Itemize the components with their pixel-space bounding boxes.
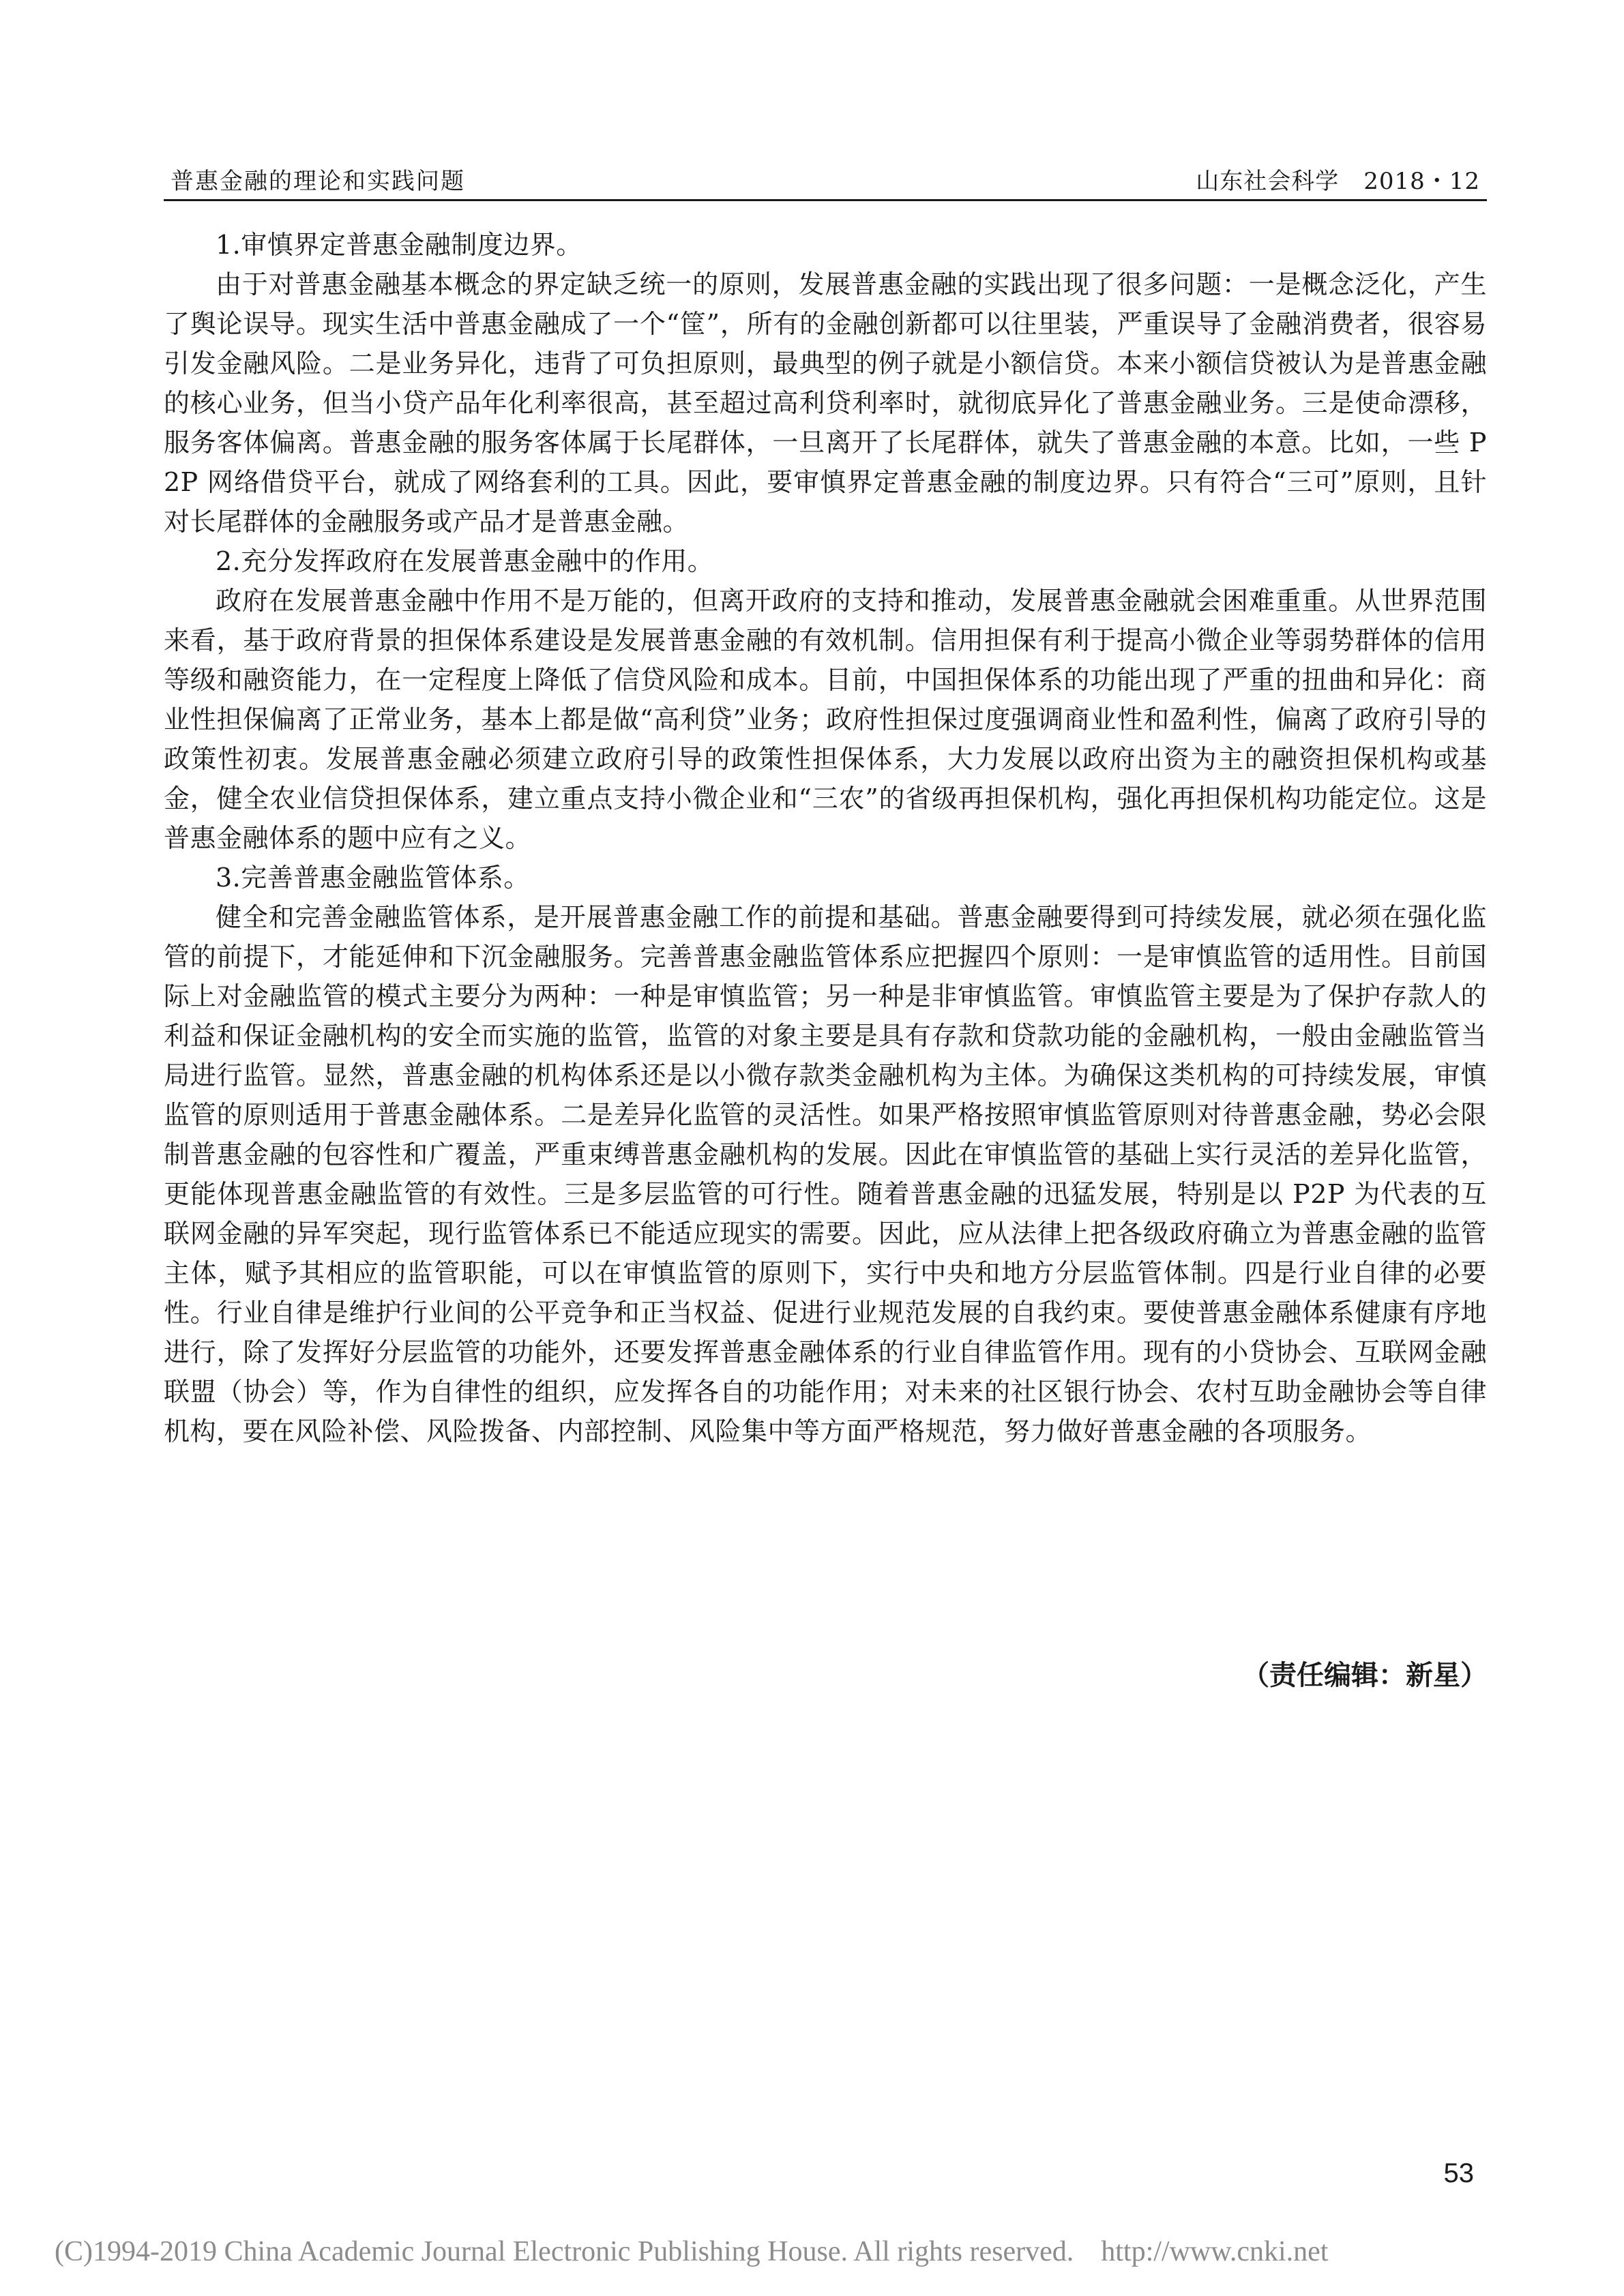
page-number: 53 <box>1443 2158 1474 2188</box>
header-article-title: 普惠金融的理论和实践问题 <box>171 168 465 195</box>
cnki-url: http://www.cnki.net <box>1101 2236 1329 2267</box>
paragraph-1: 由于对普惠金融基本概念的界定缺乏统一的原则，发展普惠金融的实践出现了很多问题：一是概念泛化，产生了舆论误导。现实生活中普惠金融成了一个“筐”，所有的金融创新都可以往里装，严重误导了金融消费者，很容易引发金融风险。二是业务异化，违背了可负担原则，最典型的例子就是小额信贷。本来小额信贷被认为是普惠金融的核心业务，但当小贷产品年化利率很高，甚至超过高利贷利率时，就彻底异化了普惠金融业务。三是使命漂移，服务客体偏离。普惠金融的服务客体属于长尾群体，一旦离开了长尾群体，就失了普惠金融的本意。比如，一些 P2P 网络借贷平台，就成了网络套利的工具。因此，要审慎界定普惠金融的制度边界。只有符合“三可”原则，且针对长尾群体的金融服务或产品才是普惠金融。 <box>164 269 1487 537</box>
running-header <box>164 154 1487 201</box>
copyright-text: (C)1994-2019 China Academic Journal Electronic Publishing House. All rights reserved. <box>55 2236 1074 2267</box>
section-heading-2: 2.充分发挥政府在发展普惠金融中的作用。 <box>216 546 714 576</box>
paragraph-3: 健全和完善金融监管体系，是开展普惠金融工作的前提和基础。普惠金融要得到可持续发展，就必须在强化监管的前提下，才能延伸和下沉金融服务。完善普惠金融监管体系应把握四个原则：一是审慎监管的适用性。目前国际上对金融监管的模式主要分为两种：一种是审慎监管；另一种是非审慎监管。审慎监管主要是为了保护存款人的利益和保证金融机构的安全而实施的监管，监管的对象主要是具有存款和贷款功能的金融机构，一般由金融监管当局进行监管。显然，普惠金融的机构体系还是以小微存款类金融机构为主体。为确保这类机构的可持续发展，审慎监管的原则适用于普惠金融体系。二是差异化监管的灵活性。如果严格按照审慎监管原则对待普惠金融，势必会限制普惠金融的包容性和广覆盖，严重束缚普惠金融机构的发展。因此在审慎监管的基础上实行灵活的差异化监管，更能体现普惠金融监管的有效性。三是多层监管的可行性。随着普惠金融的迅猛发展，特别是以 P2P 为代表的互联网金融的异军突起，现行监管体系已不能适应现实的需要。因此，应从法律上把各级政府确立为普惠金融的监管主体，赋予其相应的监管职能，可以在审慎监管的原则下，实行中央和地方分层监管体制。四是行业自律的必要性。行业自律是维护行业间的公平竞争和正当权益、促进行业规范发展的自我约束。要使普惠金融体系健康有序地进行，除了发挥好分层监管的功能外，还要发挥普惠金融体系的行业自律监管作用。现有的小贷协会、互联网金融联盟（协会）等，作为自律性的组织，应发挥各自的功能作用；对未来的社区银行协会、农村互助金融协会等自律机构，要在风险补偿、风险拨备、内部控制、风险集中等方面严格规范，努力做好普惠金融的各项服务。 <box>164 902 1487 1446</box>
copyright-footer <box>55 2235 1328 2268</box>
header-journal-info <box>1196 162 1480 196</box>
section-heading-3: 3.完善普惠金融监管体系。 <box>216 863 530 893</box>
paragraph-2: 政府在发展普惠金融中作用不是万能的，但离开政府的支持和推动，发展普惠金融就会困难重重。从世界范围来看，基于政府背景的担保体系建设是发展普惠金融的有效机制。信用担保有利于提高小微企业等弱势群体的信用等级和融资能力，在一定程度上降低了信贷风险和成本。目前，中国担保体系的功能出现了严重的扭曲和异化：商业性担保偏离了正常业务，基本上都是做“高利贷”业务；政府性担保过度强调商业性和盈利性，偏离了政府引导的政策性初衷。发展普惠金融必须建立政府引导的政策性担保体系，大力发展以政府出资为主的融资担保机构或基金，健全农业信贷担保体系，建立重点支持小微企业和“三农”的省级再担保机构，强化再担保机构功能定位。这是普惠金融体系的题中应有之义。 <box>164 586 1487 853</box>
header-journal-name: 山东社会科学 <box>1196 168 1340 195</box>
section-heading-1: 1.审慎界定普惠金融制度边界。 <box>216 230 582 260</box>
editor-note: （责任编辑：新星） <box>1242 1660 1488 1691</box>
article-body <box>164 225 1487 1451</box>
header-issue: 2018・12 <box>1363 168 1480 195</box>
